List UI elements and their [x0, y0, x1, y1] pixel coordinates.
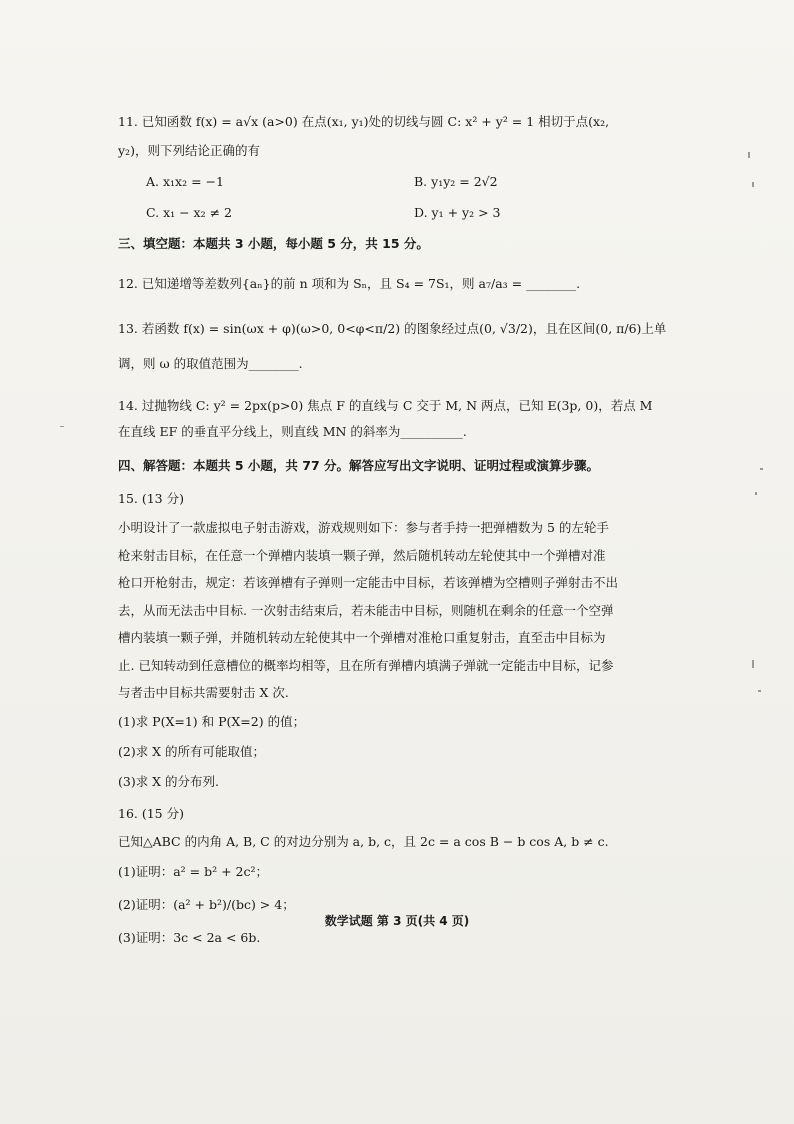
scan-speck [752, 182, 754, 187]
q15-header: 15. (13 分) [118, 491, 184, 506]
q16-sub1: (1)证明：a² = b² + 2c²； [118, 863, 268, 879]
q15-sub3: (3)求 X 的分布列. [118, 773, 220, 789]
q15-sub2: (2)求 X 的所有可能取值； [118, 743, 266, 759]
q11-options [118, 172, 688, 222]
section-3-heading: 三、填空题：本题共 3 小题，每小题 5 分，共 15 分。 [118, 236, 429, 251]
question-13 [118, 312, 688, 382]
question-15 [118, 489, 688, 797]
q16-sub3: (3)证明：3c < 2a < 6b. [118, 929, 261, 945]
scan-speck [758, 690, 761, 692]
q16-header: 16. (15 分) [118, 805, 184, 821]
q12-line: 12. 已知递增等差数列{aₙ}的前 n 项和为 Sₙ，且 S₄ = 7S₁，则 a₇/a₃ = ________. [118, 276, 581, 291]
question-12 [118, 267, 688, 301]
scan-speck [748, 152, 750, 158]
q15-para-line: 与者击中目标共需要射击 X 次. [118, 685, 289, 700]
q11-line1: 11. 已知函数 f(x) = a√x (a>0) 在点(x₁, y₁)处的切线与圆 C: x² + y² = 1 相切于点(x₂, [118, 114, 610, 129]
q11-option-d: D. y₁ + y₂ > 3 [414, 205, 501, 220]
q15-para-line: 去，从而无法击中目标. 一次射击结束后，若未能击中目标，则随机在剩余的任意一个空弹 [118, 602, 614, 618]
q14-line1: 14. 过抛物线 C: y² = 2px(p>0) 焦点 F 的直线与 C 交于 M, N 两点，已知 E(3p, 0)，若点 M [118, 398, 653, 413]
q13-line2: 调，则 ω 的取值范围为________. [118, 356, 303, 371]
q13-line1: 13. 若函数 f(x) = sin(ωx + φ)(ω>0, 0<φ<π/2) 的图象经过点(0, √3/2)，且在区间(0, π/6)上单 [118, 321, 667, 336]
q11-option-b: B. y₁y₂ = 2√2 [414, 174, 498, 189]
scan-speck [60, 426, 64, 427]
q11-line2: y₂)，则下列结论正确的有 [118, 143, 260, 158]
section-4-heading: 四、解答题：本题共 5 小题，共 77 分。解答应写出文字说明、证明过程或演算步骤。 [118, 458, 600, 473]
q14-line2: 在直线 EF 的垂直平分线上，则直线 MN 的斜率为__________. [118, 424, 467, 439]
q15-para-line: 止. 已知转动到任意槽位的概率均相等，且在所有弹槽内填满子弹就一定能击中目标，记参 [118, 657, 614, 673]
q15-para-line: 枪口开枪射击，规定：若该弹槽有子弹则一定能击中目标，若该弹槽为空槽则子弹射击不出 [118, 575, 619, 590]
page-footer: 数学试题 第 3 页(共 4 页) [324, 914, 470, 928]
q15-para-line: 槽内装填一颗子弹，并随机转动左轮使其中一个弹槽对准枪口重复射击，直至击中目标为 [118, 630, 606, 645]
q15-para-line: 小明设计了一款虚拟电子射击游戏，游戏规则如下：参与者手持一把弹槽数为 5 的左轮手 [118, 520, 609, 535]
scan-speck [755, 492, 757, 495]
page-content [118, 112, 688, 953]
q11-option-a: A. x₁x₂ = −1 [146, 174, 224, 189]
scan-speck [760, 468, 763, 470]
q11-option-c: C. x₁ − x₂ ≠ 2 [146, 205, 232, 220]
q15-para-line: 枪来射击目标，在任意一个弹槽内装填一颗子弹，然后随机转动左轮使其中一个弹槽对准 [118, 547, 606, 563]
q16-stem: 已知△ABC 的内角 A, B, C 的对边分别为 a, b, c，且 2c = a cos B − b cos A, b ≠ c. [118, 833, 609, 849]
question-14 [118, 393, 688, 445]
question-11 [118, 112, 688, 222]
q16-sub2: (2)证明：(a² + b²)/(bc) > 4； [118, 896, 295, 912]
q15-sub1: (1)求 P(X=1) 和 P(X=2) 的值； [118, 713, 306, 729]
scan-speck [752, 660, 754, 668]
q15-paragraph [118, 514, 688, 707]
question-16 [118, 801, 688, 953]
